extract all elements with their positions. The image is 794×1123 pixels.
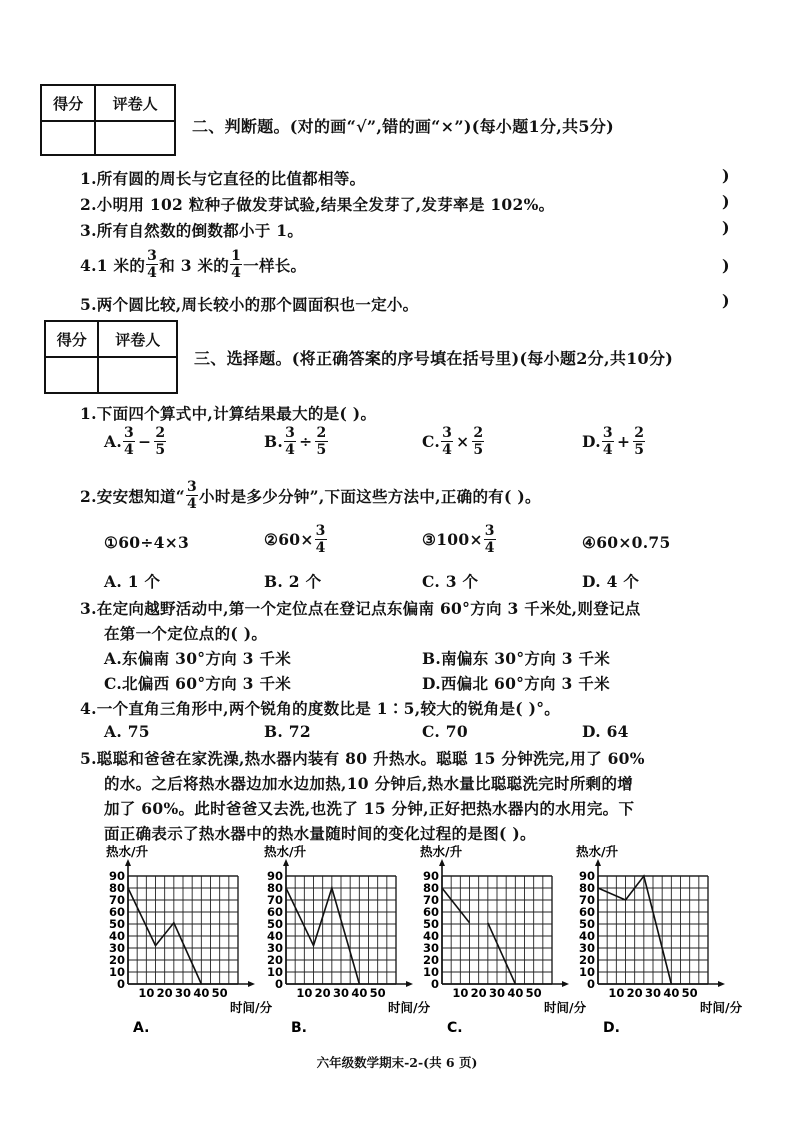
chart-caption: B.	[291, 1020, 307, 1036]
chart-y-tick-label: 20	[422, 953, 439, 967]
chart-x-tick-label: 20	[314, 986, 331, 1000]
chart-y-arrow	[283, 859, 289, 866]
chart-y-tick-label: 90	[266, 869, 283, 883]
fraction	[602, 426, 614, 457]
numerator: 2	[316, 425, 327, 441]
fraction	[633, 426, 645, 457]
chart-y-tick-label: 90	[108, 869, 125, 883]
answer-paren-q3[interactable]: )	[722, 218, 730, 237]
chart-caption: C.	[447, 1020, 463, 1036]
chart-y-tick-label: 0	[274, 977, 283, 991]
choice-q2-opt-b[interactable]: B. 2 个	[264, 572, 322, 591]
q2-stem-a: 2.安安想知道“	[80, 486, 185, 506]
chart-x-tick-label: 20	[470, 986, 487, 1000]
chart-y-tick-label: 50	[108, 917, 125, 931]
chart-x-tick-label: 40	[351, 986, 368, 1000]
chart-x-tick-label: 20	[156, 986, 173, 1000]
q4-text-b: 和 3 米的	[159, 255, 230, 275]
operator: ×	[456, 432, 470, 451]
chart-x-tick-label: 50	[525, 986, 542, 1000]
choice-q3-line2: 在第一个定位点的( )。	[104, 624, 268, 643]
chart-y-arrow	[125, 859, 131, 866]
fraction	[315, 426, 327, 457]
denominator: 5	[634, 442, 645, 458]
judge-q1: 1.所有圆的周长与它直径的比值都相等。	[80, 169, 366, 188]
chart-y-tick-label: 80	[266, 881, 283, 895]
chart-caption: A.	[133, 1020, 150, 1036]
chart-y-tick-label: 30	[266, 941, 283, 955]
chart-x-arrow	[562, 981, 569, 987]
chart-y-tick-label: 60	[578, 905, 595, 919]
denominator: 4	[315, 540, 326, 556]
q2-stem-b: 小时是多少分钟”,下面这些方法中,正确的有( )。	[199, 486, 541, 506]
denominator: 4	[442, 442, 453, 458]
score-box-section2	[40, 84, 176, 156]
fraction	[123, 426, 135, 457]
denominator: 4	[231, 265, 242, 281]
chart-y-tick-label: 40	[578, 929, 595, 943]
chart-y-tick-label: 0	[116, 977, 125, 991]
section2-title: 二、判断题。(对的画“√”,错的画“×”)(每小题1分,共5分)	[192, 117, 615, 136]
chart-y-tick-label: 70	[266, 893, 283, 907]
chart-y-arrow	[439, 859, 445, 866]
chart-x-tick-label: 10	[452, 986, 469, 1000]
denominator: 4	[124, 442, 135, 458]
chart-y-tick-label: 50	[422, 917, 439, 931]
chart-y-tick-label: 80	[578, 881, 595, 895]
q4-text-a: 4.1 米的	[80, 255, 146, 275]
denominator: 4	[147, 265, 158, 281]
chart-y-tick-label: 40	[422, 929, 439, 943]
option-label: C.	[422, 432, 441, 451]
chart-y-tick-label: 10	[266, 965, 283, 979]
grader-header: 评卷人	[95, 85, 175, 121]
grader-cell[interactable]	[95, 121, 175, 155]
chart-y-tick-label: 20	[578, 953, 595, 967]
score-cell[interactable]	[41, 121, 95, 155]
numerator: 3	[187, 479, 198, 495]
method-2-text: ②60×	[264, 530, 314, 549]
choice-q1-opt-c[interactable]	[422, 426, 485, 457]
chart-y-tick-label: 60	[266, 905, 283, 919]
chart-x-tick-label: 30	[644, 986, 662, 1000]
page-footer: 六年级数学期末-2-(共 6 页)	[316, 1055, 478, 1070]
denominator: 5	[155, 442, 166, 458]
chart-xlabel: 时间/分	[700, 1000, 743, 1015]
numerator: 2	[634, 425, 645, 441]
answer-paren-q2[interactable]: )	[722, 192, 730, 211]
chart-ylabel: 热水/升	[420, 844, 463, 859]
score-cell[interactable]	[45, 357, 98, 393]
chart-x-tick-label: 50	[681, 986, 698, 1000]
chart-x-arrow	[406, 981, 413, 987]
chart-y-tick-label: 30	[108, 941, 125, 955]
answer-paren-q5[interactable]: )	[722, 291, 730, 310]
fraction	[146, 249, 158, 280]
choice-q5-line2: 的水。之后将热水器边加水边加热,10 分钟后,热水量比聪聪洗完时所剩的增	[104, 774, 634, 793]
fraction	[484, 524, 496, 555]
numerator: 2	[155, 425, 166, 441]
chart-y-tick-label: 20	[266, 953, 283, 967]
denominator: 4	[602, 442, 613, 458]
q4-text-c: 一样长。	[243, 255, 307, 275]
choice-q3-opt-d[interactable]: D.西偏北 60°方向 3 千米	[422, 674, 610, 693]
numerator: 3	[602, 425, 613, 441]
q5-charts	[0, 840, 794, 1050]
chart-y-tick-label: 90	[578, 869, 595, 883]
choice-q1-opt-a[interactable]	[104, 426, 167, 457]
judge-q4	[80, 249, 306, 280]
numerator: 2	[473, 425, 484, 441]
method-1: ①60÷4×3	[104, 533, 190, 552]
chart-y-arrow	[595, 859, 601, 866]
chart-y-tick-label: 10	[108, 965, 125, 979]
choice-q3-opt-c[interactable]: C.北偏西 60°方向 3 千米	[104, 674, 292, 693]
numerator: 3	[147, 248, 158, 264]
chart-y-tick-label: 50	[578, 917, 595, 931]
chart-xlabel: 时间/分	[388, 1000, 431, 1015]
chart-y-tick-label: 50	[266, 917, 283, 931]
chart-y-tick-label: 80	[108, 881, 125, 895]
chart-y-tick-label: 30	[578, 941, 595, 955]
denominator: 5	[473, 442, 484, 458]
choice-q5-line3: 加了 60%。此时爸爸又去洗,也洗了 15 分钟,正好把热水器内的水用完。下	[104, 799, 635, 818]
chart-x-tick-label: 20	[626, 986, 643, 1000]
numerator: 3	[315, 523, 326, 539]
chart-x-tick-label: 10	[296, 986, 313, 1000]
choice-q4-opt-b[interactable]: B. 72	[264, 722, 311, 741]
operator: +	[616, 432, 631, 451]
chart-y-tick-label: 10	[578, 965, 595, 979]
choice-q1-opt-d[interactable]	[582, 426, 646, 457]
chart-caption: D.	[603, 1020, 620, 1036]
fraction	[230, 249, 242, 280]
fraction	[186, 480, 198, 511]
chart-x-tick-label: 10	[138, 986, 155, 1000]
judge-q3: 3.所有自然数的倒数都小于 1。	[80, 221, 304, 240]
choice-q3-opt-b[interactable]: B.南偏东 30°方向 3 千米	[422, 649, 611, 668]
chart-series-line	[488, 923, 515, 984]
fraction	[315, 524, 327, 555]
chart-x-tick-label: 50	[211, 986, 228, 1000]
chart-ylabel: 热水/升	[576, 844, 619, 859]
chart-ylabel: 热水/升	[106, 844, 149, 859]
choice-q1-opt-b[interactable]	[264, 426, 329, 457]
fraction	[472, 426, 484, 457]
fraction	[284, 426, 296, 457]
chart-x-tick-label: 30	[174, 986, 192, 1000]
chart-y-tick-label: 30	[422, 941, 439, 955]
chart-x-tick-label: 10	[608, 986, 625, 1000]
choice-q4-stem: 4.一个直角三角形中,两个锐角的度数比是 1∶5,较大的锐角是( )°。	[80, 699, 561, 718]
denominator: 4	[484, 540, 495, 556]
chart-y-tick-label: 60	[422, 905, 439, 919]
method-2	[264, 524, 328, 555]
chart-y-tick-label: 80	[422, 881, 439, 895]
chart-x-tick-label: 40	[507, 986, 524, 1000]
choice-q4-opt-a[interactable]: A. 75	[104, 722, 150, 741]
chart-x-tick-label: 30	[488, 986, 506, 1000]
choice-q2-stem	[80, 480, 541, 511]
score-header: 得分	[45, 321, 98, 357]
chart-y-tick-label: 70	[578, 893, 595, 907]
option-label: D.	[582, 432, 601, 451]
score-header: 得分	[41, 85, 95, 121]
choice-q3-opt-a[interactable]: A.东偏南 30°方向 3 千米	[104, 649, 292, 668]
numerator: 3	[285, 425, 296, 441]
chart-ylabel: 热水/升	[264, 844, 307, 859]
choice-q4-opt-d[interactable]: D. 64	[582, 722, 629, 741]
chart-x-arrow	[718, 981, 725, 987]
method-3-text: ③100×	[422, 530, 483, 549]
chart-y-tick-label: 70	[422, 893, 439, 907]
grader-cell[interactable]	[98, 357, 177, 393]
chart-x-tick-label: 40	[663, 986, 680, 1000]
grader-header: 评卷人	[98, 321, 177, 357]
denominator: 4	[187, 496, 198, 512]
chart-y-tick-label: 0	[430, 977, 439, 991]
numerator: 1	[231, 248, 242, 264]
chart-y-tick-label: 40	[266, 929, 283, 943]
chart-y-tick-label: 90	[422, 869, 439, 883]
chart-series-line	[442, 888, 470, 923]
chart-y-tick-label: 60	[108, 905, 125, 919]
choice-q3-line1: 3.在定向越野活动中,第一个定位点在登记点东偏南 60°方向 3 千米处,则登记点	[80, 599, 641, 618]
answer-paren-q4[interactable]: )	[722, 256, 730, 275]
chart-x-tick-label: 40	[193, 986, 210, 1000]
judge-q2: 2.小明用 102 粒种子做发芽试验,结果全发芽了,发芽率是 102%。	[80, 195, 555, 214]
choice-q2-opt-d[interactable]: D. 4 个	[582, 572, 640, 591]
chart-x-tick-label: 30	[332, 986, 350, 1000]
numerator: 3	[484, 523, 495, 539]
chart-y-tick-label: 0	[586, 977, 595, 991]
choice-q4-opt-c[interactable]: C. 70	[422, 722, 468, 741]
method-3	[422, 524, 497, 555]
score-box-section3	[44, 320, 178, 394]
choice-q2-opt-c[interactable]: C. 3 个	[422, 572, 479, 591]
chart-x-arrow	[248, 981, 255, 987]
answer-paren-q1[interactable]: )	[722, 166, 730, 185]
fraction	[154, 426, 166, 457]
operator: −	[138, 432, 152, 451]
chart-xlabel: 时间/分	[544, 1000, 587, 1015]
chart-y-tick-label: 40	[108, 929, 125, 943]
choice-q1-stem: 1.下面四个算式中,计算结果最大的是( )。	[80, 404, 377, 423]
chart-y-tick-label: 10	[422, 965, 439, 979]
chart-y-tick-label: 70	[108, 893, 125, 907]
option-label: B.	[264, 432, 284, 451]
chart-xlabel: 时间/分	[230, 1000, 273, 1015]
fraction	[441, 426, 453, 457]
numerator: 3	[124, 425, 135, 441]
denominator: 4	[285, 442, 296, 458]
option-label: A.	[104, 432, 123, 451]
denominator: 5	[316, 442, 327, 458]
numerator: 3	[442, 425, 453, 441]
chart-y-tick-label: 20	[108, 953, 125, 967]
choice-q2-opt-a[interactable]: A. 1 个	[104, 572, 161, 591]
choice-q5-line1: 5.聪聪和爸爸在家洗澡,热水器内装有 80 升热水。聪聪 15 分钟洗完,用了 60%	[80, 749, 645, 768]
chart-x-tick-label: 50	[369, 986, 386, 1000]
judge-q5: 5.两个圆比较,周长较小的那个圆面积也一定小。	[80, 295, 419, 314]
section3-title: 三、选择题。(将正确答案的序号填在括号里)(每小题2分,共10分)	[194, 349, 674, 368]
method-4: ④60×0.75	[582, 533, 671, 552]
operator: ÷	[299, 432, 313, 451]
choice-q5-line4: 面正确表示了热水器中的热水量随时间的变化过程的是图( )。	[104, 824, 536, 843]
